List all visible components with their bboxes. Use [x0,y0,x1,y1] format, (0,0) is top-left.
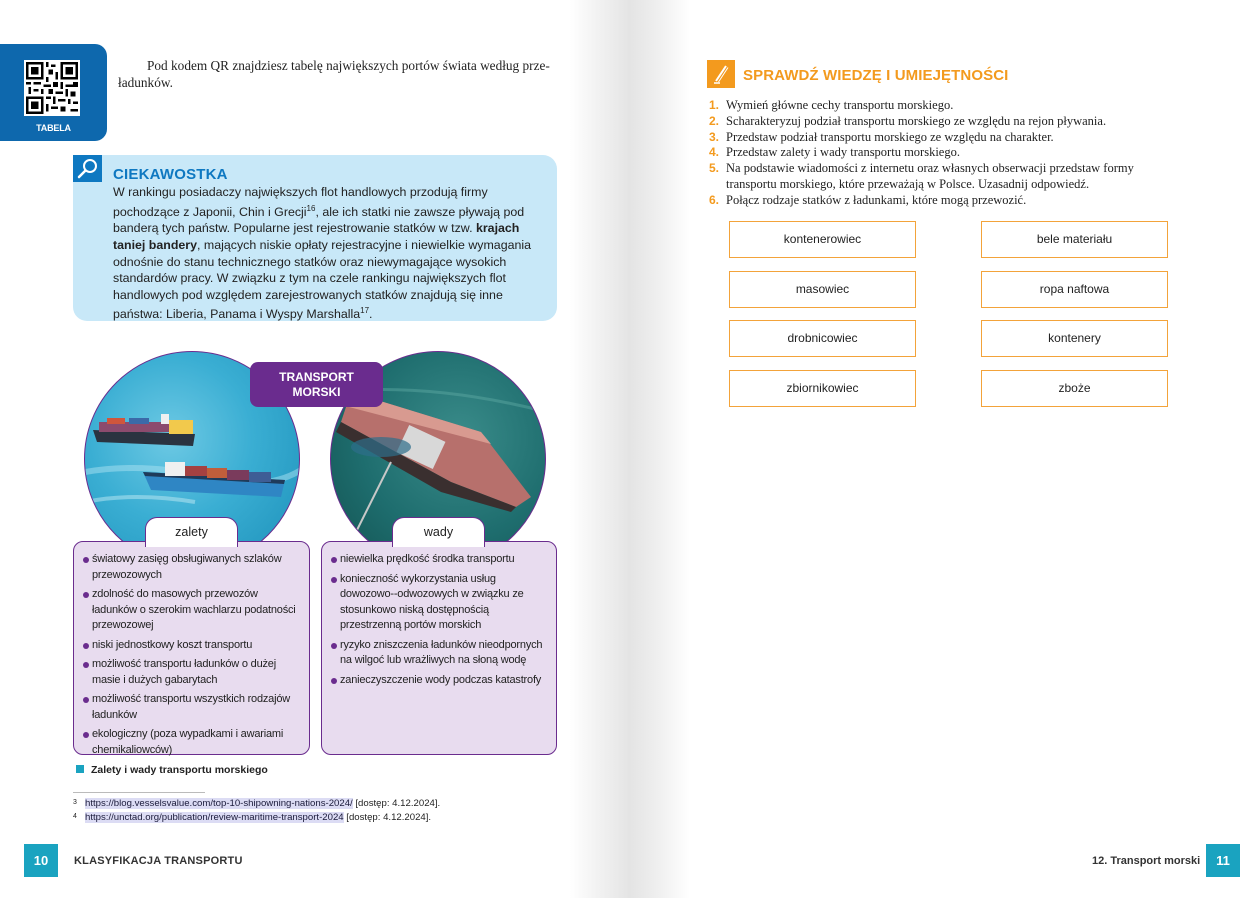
exercise-text: Przedstaw zalety i wady transportu morskiego. [726,145,960,160]
disadvantage-item: zanieczyszczenie wody podczas katastrofy [330,673,548,689]
disadvantages-tag: wady [392,517,485,547]
advantage-item: ekologiczny (poza wypadkami i awariami chemikaliowców) [82,727,301,758]
match-cargo-box[interactable]: bele materiału [981,221,1168,258]
advantages-tag: zalety [145,517,238,547]
exercise-item [709,161,1184,193]
match-ship-box[interactable]: drobnicowiec [729,320,916,357]
exercise-number: 4. [709,145,720,160]
exercise-item [709,114,1184,130]
footnote [73,797,440,811]
exercise-number: 1. [709,98,720,112]
magnifier-icon [73,155,102,182]
exercise-number: 5. [709,161,720,176]
match-cargo-box[interactable]: kontenery [981,320,1168,357]
page-number-right: 11 [1206,844,1240,877]
advantage-item: możliwość transportu ładunków o dużej masie i dużych gabarytach [82,657,301,688]
footnote [73,811,440,825]
disadvantage-item: niewielka prędkość środka transportu [330,552,548,568]
footnote-link[interactable]: https://unctad.org/publication/review-maritime-transport-2024 [85,811,344,823]
disadvantage-item: ryzyko zniszczenia ładunków nieodpornych na wilgoć lub wrażliwych na słoną wodę [330,638,548,669]
exercise-text: Wymień główne cechy transportu morskiego. [726,98,954,112]
fact-text [113,184,545,323]
caption-text: Zalety i wady transportu morskiego [91,764,268,776]
advantage-item: możliwość transportu wszystkich rodzajów ładunków [82,692,301,723]
figure-caption [76,764,268,776]
diagram-title [250,362,383,407]
footnote-link[interactable]: https://blog.vesselsvalue.com/top-10-shipowning-nations-2024/ [85,798,353,809]
exercise-item [709,145,1184,161]
fact-text-part: . [369,307,373,322]
qr-label: TABELA [36,123,71,133]
disadvantages-list [321,541,557,755]
page-number-left: 10 [24,844,58,877]
qr-block[interactable] [0,44,107,141]
caption-marker-icon [76,765,84,773]
match-ship-box[interactable]: zbiornikowiec [729,370,916,407]
diagram-title-line: TRANSPORT [279,370,354,384]
advantage-item: światowy zasięg obsługiwanych szlaków przewozowych [82,552,301,583]
match-cargo-box[interactable]: ropa naftowa [981,271,1168,308]
exercise-text: Przedstaw podział transportu morskiego ze względu na charakter. [726,129,1054,144]
fact-text-part: , ale ich statki nie zawsze pływają pod banderą tych państw. Popularne jest rejestrowanie statków w tzw. [113,204,525,236]
advantage-item: zdolność do masowych przewozów ładunków o szerokim wachlarzu podatności przewozowej [82,587,301,634]
fact-title: CIEKAWOSTKA [113,166,228,183]
fact-text-part: , mających niskie opłaty rejestracyjne i niewielkie wymagania odnośnie do stanu technicznego statków oraz niewymagające wysokich standardów pracy. W związku z tym na czele rankingu największych flot handlowych pod względem zarejestrowanych statków znajdują się inne państwa: Liberia, Panama i Wyspy Marshalla [113,237,532,322]
footnotes [73,797,440,824]
disadvantage-item: konieczność wykorzystania usług dowozowo--odwozowych w związku ze stosunkowo niską dostępnością przestrzenną portów morskich [330,572,548,634]
fact-text-part: W rankingu posiadaczy największych flot handlowych przodują firmy pochodzące z Japonii, Chin i Grecji [113,185,488,219]
running-head-left: KLASYFIKACJA TRANSPORTU [74,855,243,867]
intro-paragraph: Pod kodem QR znajdziesz tabelę największych portów świata według prze-ładunków. [118,58,550,90]
exercise-text: Scharakteryzuj podział transportu morskiego ze względu na rejon pływania. [726,113,1107,128]
footnote-access-date: [dostęp: 4.12.2024]. [352,798,441,809]
footnote-number: 3 [73,799,77,806]
exercise-item [709,130,1184,146]
footnote-divider [73,792,205,793]
running-head-right: 12. Transport morski [1092,855,1201,867]
match-cargo-box[interactable]: zboże [981,370,1168,407]
footnote-access-date: [dostęp: 4.12.2024]. [343,811,432,823]
advantage-item: niski jednostkowy koszt transportu [82,638,301,654]
exercise-list [709,98,1184,209]
advantages-list [73,541,310,755]
exercise-item [709,193,1184,209]
footnote-ref[interactable]: 16 [306,203,316,213]
match-ship-box[interactable]: kontenerowiec [729,221,916,258]
exercise-item [709,98,1184,114]
exercise-number: 2. [709,113,720,128]
footnote-ref[interactable]: 17 [360,306,370,316]
diagram-title-line: MORSKI [292,385,341,399]
exercise-number: 6. [709,192,720,207]
footnote-number: 4 [73,812,77,820]
exercise-text: Na podstawie wiadomości z internetu oraz własnych obserwacji przedstaw formy transportu morskiego, które przeważają w Polsce. Uzasadnij odpowiedź. [726,161,1134,191]
exercise-text: Połącz rodzaje statków z ładunkami, które mogą przewozić. [726,192,1027,207]
fact-bold-term: krajach taniej bandery [113,221,520,252]
book-gutter [570,0,690,898]
exercise-number: 3. [709,129,720,144]
match-ship-box[interactable]: masowiec [729,271,916,308]
pencil-icon [707,60,735,88]
qr-code-icon[interactable] [24,60,80,116]
exercises-title: SPRAWDŹ WIEDZĘ I UMIEJĘTNOŚCI [743,67,1009,84]
